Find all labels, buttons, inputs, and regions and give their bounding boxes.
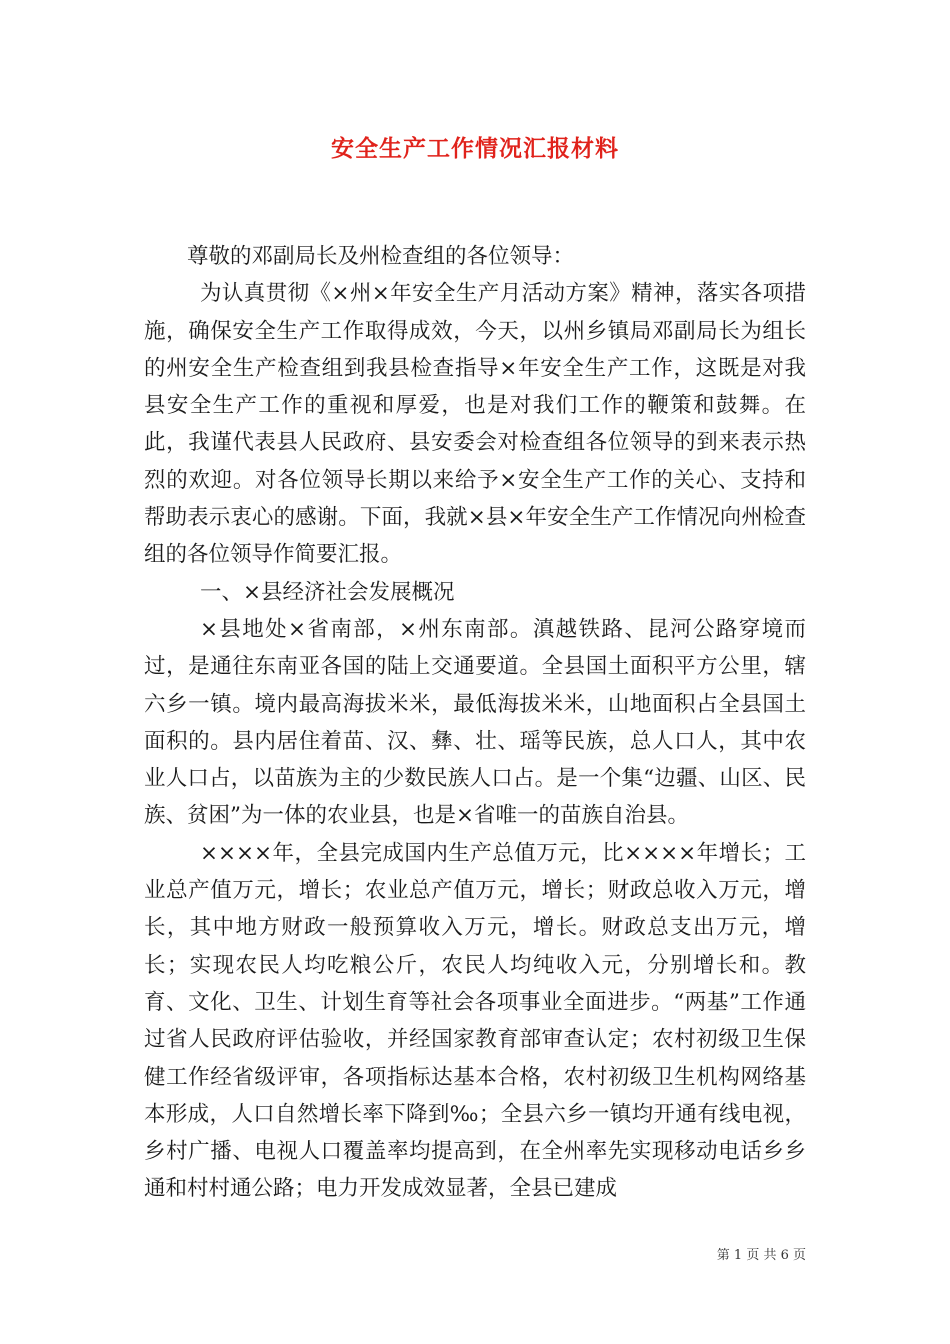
- paragraph-economy: ××××年，全县完成国内生产总值万元，比××××年增长；工业总产值万元，增长；农业总产值万元，增长；财政总收入万元，增长，其中地方财政一般预算收入万元，增长。财政总支出万元，增长；实现农民人均吃粮公斤，农民人均纯收入元，分别增长和。教育、文化、卫生、计划生育等社会各项事业全面进步。“两基”工作通过省人民政府评估验收，并经国家教育部审查认定；农村初级卫生保健工作经省级评审，各项指标达基本合格，农村初级卫生机构网络基本形成，人口自然增长率下降到‰；全县六乡一镇均开通有线电视，乡村广播、电视人口覆盖率均提高到，在全州率先实现移动电话乡乡通和村村通公路；电力开发成效显著，全县已建成: [144, 840, 806, 1202]
- page-number: 第 1 页 共 6 页: [716, 1248, 806, 1263]
- salutation: 尊敬的邓副局长及州检查组的各位领导：: [187, 244, 575, 269]
- document-body: [144, 238, 806, 1208]
- document-title: 安全生产工作情况汇报材料: [331, 135, 619, 162]
- paragraph-overview: ×县地处×省南部，×州东南部。滇越铁路、昆河公路穿境而过，是通往东南亚各国的陆上交通要道。全县国土面积平方公里，辖六乡一镇。境内最高海拔米米，最低海拔米米，山地面积占全县国土面积的。县内居住着苗、汉、彝、壮、瑶等民族，总人口人，其中农业人口占，以苗族为主的少数民族人口占。是一个集“边疆、山区、民族、贫困”为一体的农业县，也是×省唯一的苗族自治县。: [144, 616, 806, 829]
- section-heading-1: 一、×县经济社会发展概况: [200, 579, 455, 605]
- paragraph-intro: 为认真贯彻《×州×年安全生产月活动方案》精神，落实各项措施，确保安全生产工作取得成效，今天，以州乡镇局邓副局长为组长的州安全生产检查组到我县检查指导×年安全生产工作，这既是对我县安全生产工作的重视和厚爱，也是对我们工作的鞭策和鼓舞。在此，我谨代表县人民政府、县安委会对检查组各位领导的到来表示热烈的欢迎。对各位领导长期以来给予×安全生产工作的关心、支持和帮助表示衷心的感谢。下面，我就×县×年安全生产工作情况向州检查组的各位领导作简要汇报。: [144, 281, 806, 568]
